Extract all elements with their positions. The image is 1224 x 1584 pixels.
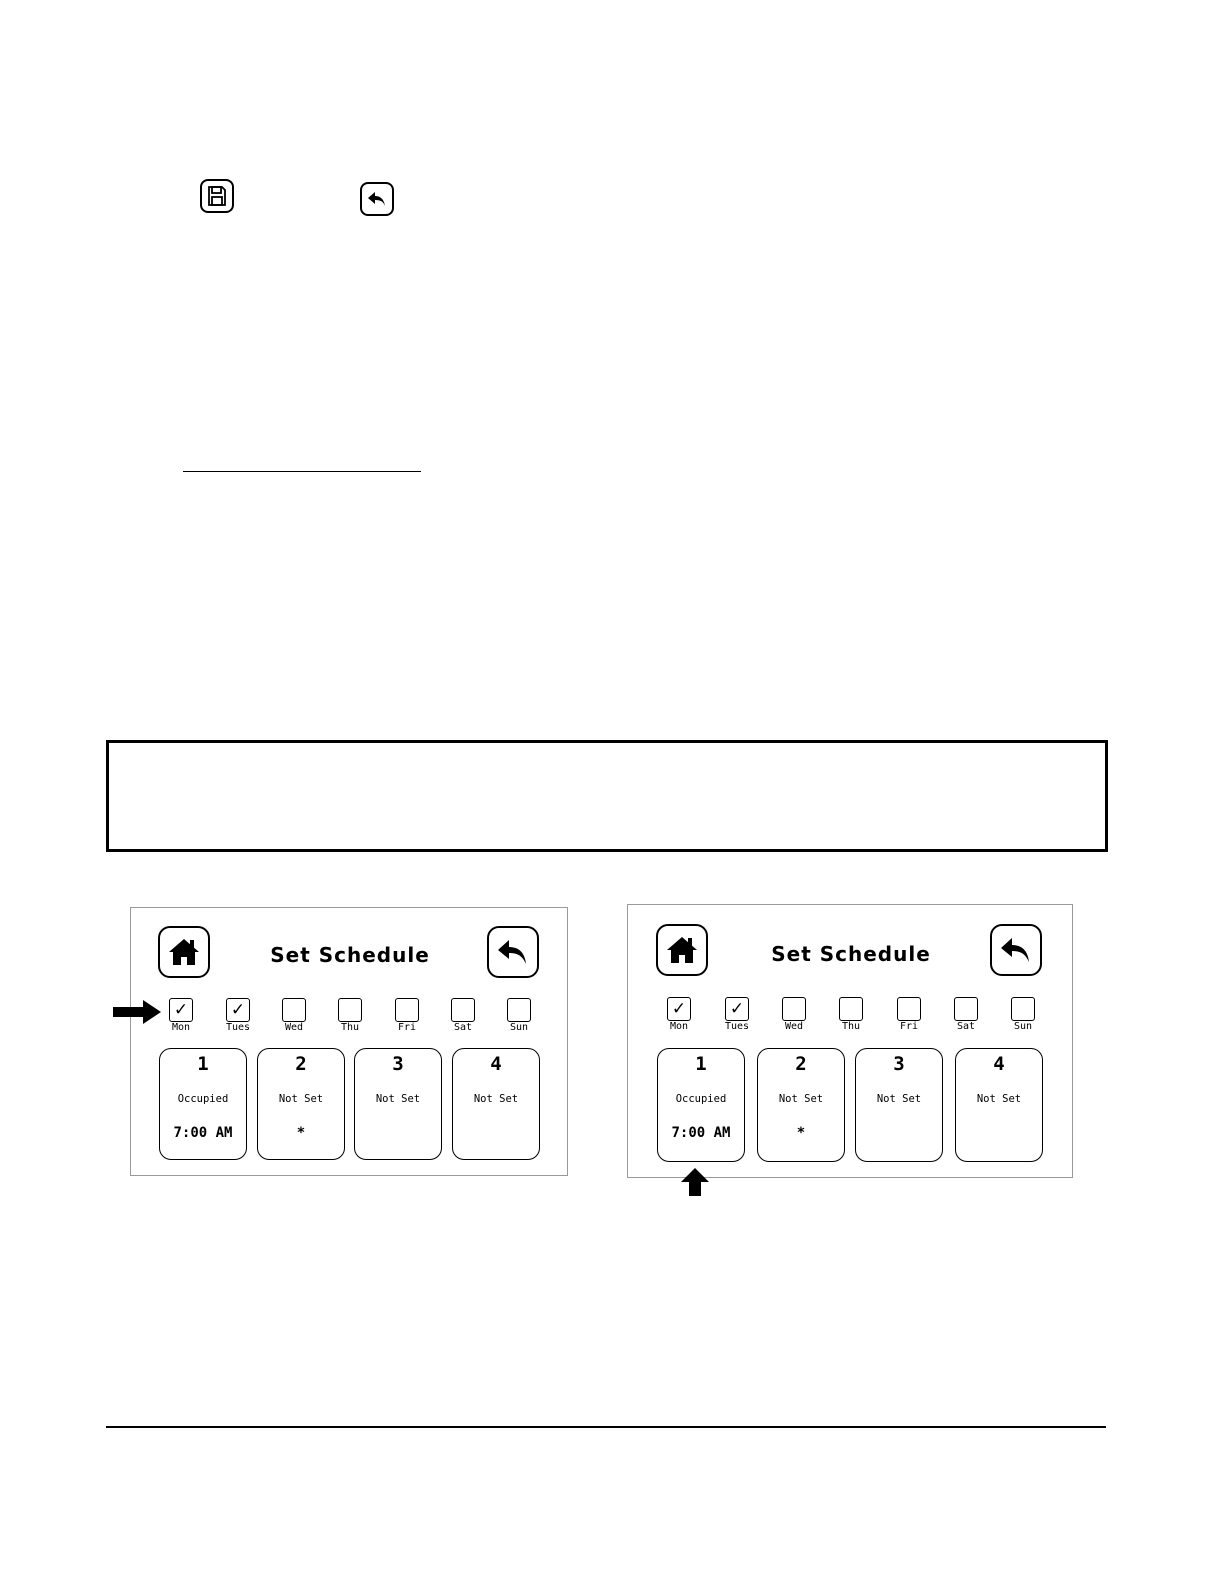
save-icon (200, 179, 234, 213)
pointer-arrow-right-icon (113, 1000, 161, 1024)
day-checkbox-tues[interactable]: ✓ Tues (225, 999, 251, 1033)
note-box (106, 740, 1108, 852)
screen-title: Set Schedule (270, 943, 430, 967)
event-button-3[interactable]: 3 Not Set (354, 1048, 442, 1160)
home-icon (166, 934, 202, 970)
back-button[interactable] (487, 926, 539, 978)
home-button[interactable] (158, 926, 210, 978)
event-button-4[interactable]: 4 Not Set (452, 1048, 540, 1160)
event-button-3[interactable]: 3 Not Set (855, 1048, 943, 1162)
day-checkbox-thu[interactable]: Thu (330, 998, 370, 1033)
back-arrow-icon (360, 182, 394, 216)
day-checkbox-wed[interactable]: Wed (774, 997, 814, 1032)
event-button-2[interactable]: 2 Not Set * (257, 1048, 345, 1160)
day-checkbox-sat[interactable]: Sat (443, 998, 483, 1033)
thermostat-screen-1 (130, 907, 568, 1176)
event-button-1[interactable]: 1 Occupied 7:00 AM (159, 1048, 247, 1160)
screen-title: Set Schedule (771, 942, 931, 966)
day-checkbox-tues[interactable]: ✓ Tues (724, 998, 750, 1032)
underline-rule (183, 471, 421, 472)
event-button-4[interactable]: 4 Not Set (955, 1048, 1043, 1162)
day-checkbox-sun[interactable]: Sun (499, 998, 539, 1033)
thermostat-screen-2 (627, 904, 1073, 1178)
home-button[interactable] (656, 924, 708, 976)
day-checkbox-fri[interactable]: Fri (387, 998, 427, 1033)
day-checkbox-sun[interactable]: Sun (1003, 997, 1043, 1032)
day-checkbox-thu[interactable]: Thu (831, 997, 871, 1032)
back-button[interactable] (990, 924, 1042, 976)
day-checkbox-mon[interactable]: ✓ Mon (161, 998, 201, 1033)
day-checkbox-mon[interactable]: ✓ Mon (659, 997, 699, 1032)
back-arrow-icon (998, 932, 1034, 968)
day-checkbox-fri[interactable]: Fri (889, 997, 929, 1032)
footer-rule (106, 1426, 1106, 1428)
day-checkbox-sat[interactable]: Sat (946, 997, 986, 1032)
home-icon (664, 932, 700, 968)
event-button-1[interactable]: 1 Occupied 7:00 AM (657, 1048, 745, 1162)
day-checkbox-wed[interactable]: Wed (274, 998, 314, 1033)
pointer-arrow-up-icon (681, 1168, 709, 1196)
event-button-2[interactable]: 2 Not Set * (757, 1048, 845, 1162)
back-arrow-icon (495, 934, 531, 970)
